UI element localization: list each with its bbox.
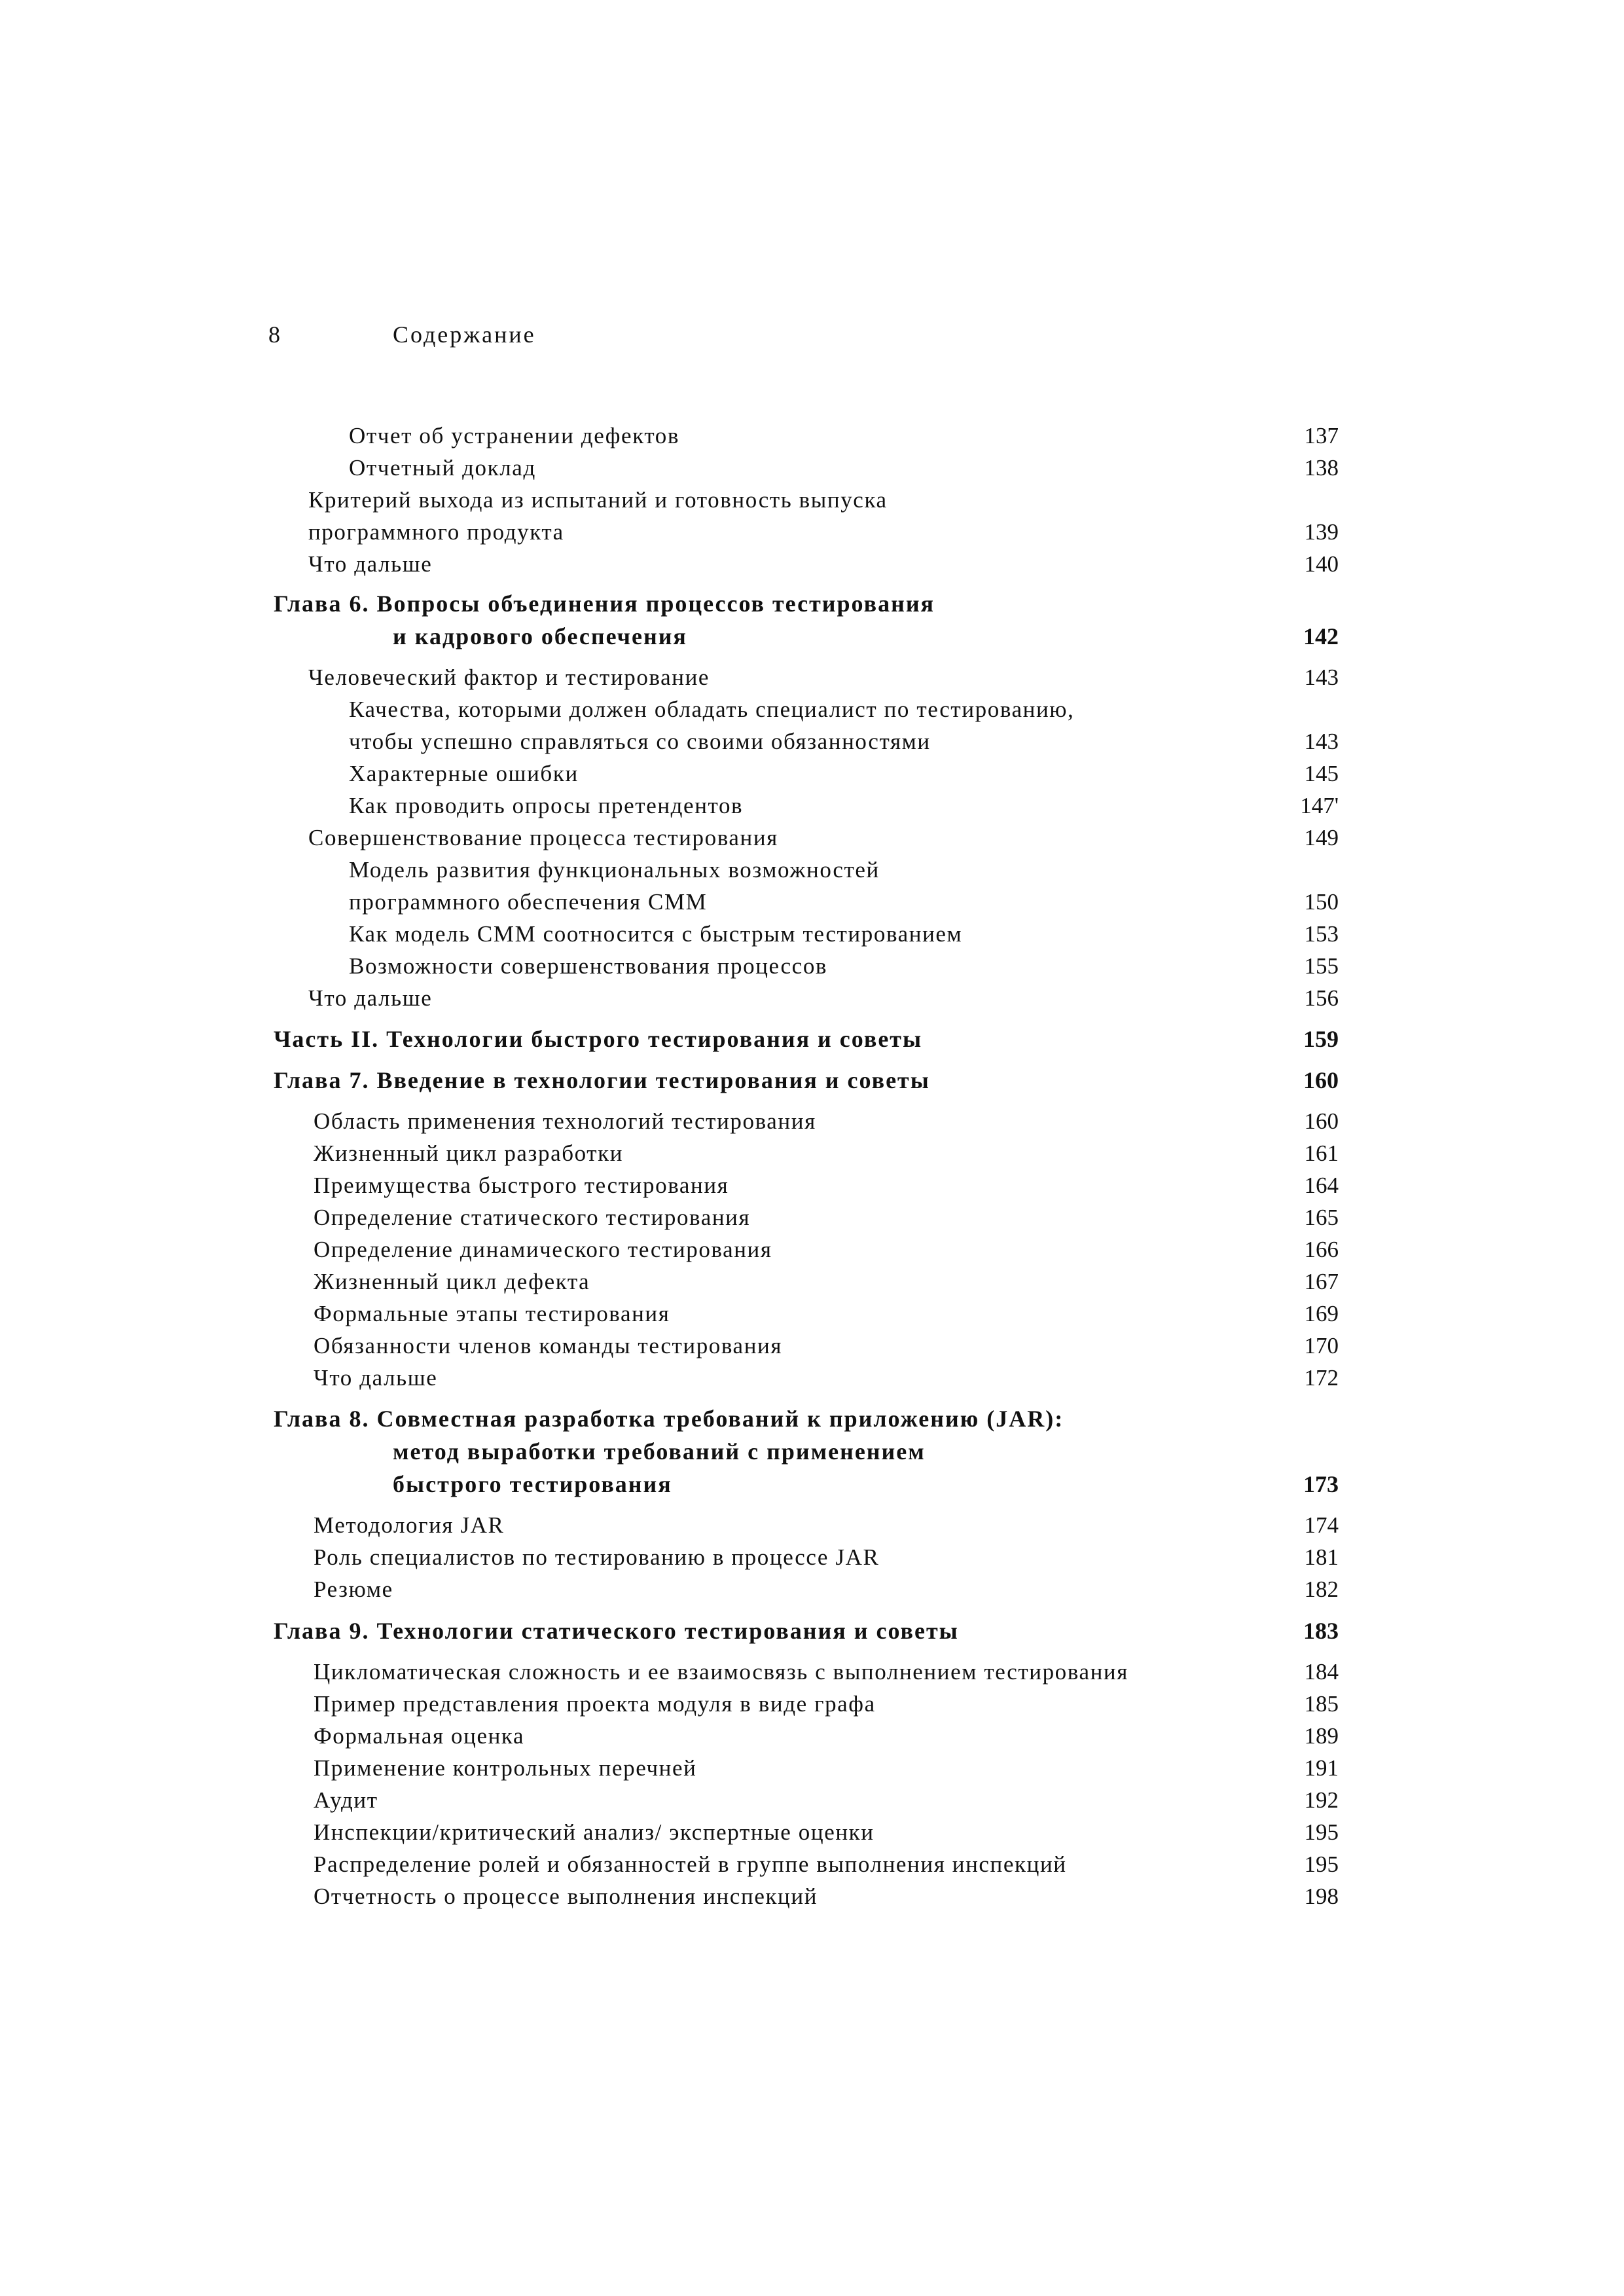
- toc-entry: [0, 1202, 1624, 1233]
- toc-entry-page: 143: [1304, 729, 1339, 754]
- toc-entry-page: 189: [1304, 1723, 1339, 1749]
- toc-entry-title: Возможности совершенствования процессов: [349, 953, 828, 979]
- toc-entry-title: Что дальше: [308, 551, 433, 577]
- toc-entry-title: Глава 7. Введение в технологии тестирования и советы: [274, 1067, 930, 1093]
- toc-entry-title: Человеческий фактор и тестирование: [308, 665, 710, 690]
- toc-entry-title: Как проводить опросы претендентов: [349, 793, 744, 818]
- toc-entry-title: Применение контрольных перечней: [314, 1755, 697, 1781]
- toc-entry-title: Глава 9. Технологии статического тестирования и советы: [274, 1618, 959, 1644]
- toc-entry: [0, 1542, 1624, 1573]
- toc-entry-title: Аудит: [314, 1787, 378, 1813]
- toc-entry-title: Преимущества быстрого тестирования: [314, 1173, 729, 1198]
- toc-entry-page: 143: [1304, 665, 1339, 690]
- toc-chapter-heading: [0, 1403, 1624, 1434]
- toc-entry: [0, 1170, 1624, 1201]
- toc-entry-page: 183: [1303, 1618, 1339, 1644]
- toc-entry: [0, 420, 1624, 452]
- toc-entry-title: Инспекции/критический анализ/ экспертные оценки: [314, 1819, 875, 1845]
- toc-entry-page: 150: [1304, 889, 1339, 915]
- toc-entry-page: 137: [1304, 423, 1339, 448]
- toc-chapter-heading: [0, 1436, 1624, 1467]
- toc-entry-title: Жизненный цикл разработки: [314, 1140, 624, 1166]
- toc-entry-page: 156: [1304, 985, 1339, 1011]
- toc-entry-title: Жизненный цикл дефекта: [314, 1269, 590, 1294]
- toc-entry: [0, 1753, 1624, 1784]
- toc-entry: [0, 758, 1624, 790]
- toc-entry-page: 140: [1304, 551, 1339, 577]
- toc-entry-page: 174: [1304, 1512, 1339, 1538]
- toc-entry-title: метод выработки требований с применением: [393, 1438, 926, 1465]
- toc-entry: [0, 1330, 1624, 1362]
- toc-entry-title: Резюме: [314, 1576, 393, 1602]
- toc-entry-title: Распределение ролей и обязанностей в группе выполнения инспекций: [314, 1851, 1067, 1877]
- toc-entry-page: 181: [1304, 1544, 1339, 1570]
- toc-entry-title: Область применения технологий тестирования: [314, 1108, 816, 1134]
- toc-entry-title: Качества, которыми должен обладать специалист по тестированию,: [349, 697, 1075, 722]
- toc-entry: [0, 1656, 1624, 1688]
- toc-entry-title: программного обеспечения СММ: [349, 889, 708, 915]
- toc-entry-page: 145: [1304, 761, 1339, 786]
- toc-entry-title: Что дальше: [314, 1365, 438, 1391]
- toc-entry-title: Цикломатическая сложность и ее взаимосвязь с выполнением тестирования: [314, 1659, 1128, 1685]
- toc-entry: [0, 1138, 1624, 1169]
- toc-entry-page: 173: [1303, 1471, 1339, 1497]
- toc-entry: [0, 726, 1624, 757]
- toc-entry-page: 185: [1304, 1691, 1339, 1717]
- toc-entry: [0, 951, 1624, 982]
- toc-entry-title: Формальные этапы тестирования: [314, 1301, 670, 1326]
- toc-entry: [0, 1106, 1624, 1137]
- toc-entry-page: 155: [1304, 953, 1339, 979]
- toc-entry-title: Отчетный доклад: [349, 455, 536, 481]
- toc-entry-page: 172: [1304, 1365, 1339, 1391]
- toc-entry: [0, 1362, 1624, 1394]
- toc-entry: [0, 854, 1624, 886]
- toc-entry: [0, 1881, 1624, 1912]
- toc-entry-title: Глава 6. Вопросы объединения процессов тестирования: [274, 591, 935, 617]
- toc-entry-page: 195: [1304, 1819, 1339, 1845]
- toc-entry-page: 164: [1304, 1173, 1339, 1198]
- toc-entry: [0, 1234, 1624, 1266]
- toc-entry: [0, 1785, 1624, 1816]
- toc-entry-page: 153: [1304, 921, 1339, 947]
- toc-entry-title: Совершенствование процесса тестирования: [308, 825, 778, 850]
- toc-entry-title: Формальная оценка: [314, 1723, 525, 1749]
- toc-entry-page: 198: [1304, 1884, 1339, 1909]
- toc-entry-page: 182: [1304, 1576, 1339, 1602]
- toc-entry-page: 161: [1304, 1140, 1339, 1166]
- toc-entry: [0, 790, 1624, 822]
- toc-entry: [0, 484, 1624, 516]
- toc-entry-page: 160: [1304, 1108, 1339, 1134]
- toc-entry: [0, 919, 1624, 950]
- toc-entry: [0, 517, 1624, 548]
- toc-entry-page: 191: [1304, 1755, 1339, 1781]
- toc-entry: [0, 549, 1624, 580]
- toc-entry-title: Глава 8. Совместная разработка требований к приложению (JAR):: [274, 1406, 1064, 1432]
- toc-entry: [0, 822, 1624, 854]
- toc-entry-page: 159: [1303, 1026, 1339, 1052]
- toc-entry-title: Модель развития функциональных возможностей: [349, 857, 880, 883]
- toc-entry-title: Часть II. Технологии быстрого тестирования и советы: [274, 1026, 923, 1052]
- toc-entry-title: и кадрового обеспечения: [393, 623, 687, 649]
- toc-entry: [0, 983, 1624, 1014]
- toc-entry-title: Что дальше: [308, 985, 433, 1011]
- toc-entry-title: программного продукта: [308, 519, 564, 545]
- running-head-title: Содержание: [393, 321, 536, 348]
- toc-entry-page: 170: [1304, 1333, 1339, 1358]
- toc-entry: [0, 1510, 1624, 1541]
- toc-entry-page: 147': [1300, 793, 1339, 818]
- toc-entry: [0, 1574, 1624, 1605]
- toc-entry-page: 142: [1303, 623, 1339, 649]
- toc-chapter-heading: [0, 1615, 1624, 1647]
- toc-entry: [0, 452, 1624, 484]
- toc-entry-title: Как модель СММ соотносится с быстрым тестированием: [349, 921, 963, 947]
- toc-entry-title: Обязанности членов команды тестирования: [314, 1333, 783, 1358]
- toc-entry: [0, 886, 1624, 918]
- toc-entry-title: Определение динамического тестирования: [314, 1237, 772, 1262]
- toc-chapter-heading: [0, 1468, 1624, 1500]
- toc-entry-title: Определение статического тестирования: [314, 1205, 751, 1230]
- toc-entry: [0, 662, 1624, 693]
- toc-chapter-heading: [0, 1065, 1624, 1096]
- page-number: 8: [268, 321, 280, 348]
- toc-entry: [0, 1266, 1624, 1298]
- toc-entry-page: 138: [1304, 455, 1339, 481]
- toc-entry-title: Характерные ошибки: [349, 761, 579, 786]
- toc-entry-page: 165: [1304, 1205, 1339, 1230]
- toc-entry-page: 169: [1304, 1301, 1339, 1326]
- toc-chapter-heading: [0, 588, 1624, 619]
- toc-entry-page: 149: [1304, 825, 1339, 850]
- toc-entry: [0, 1849, 1624, 1880]
- toc-entry-title: Роль специалистов по тестированию в процессе JAR: [314, 1544, 880, 1570]
- toc-entry-page: 184: [1304, 1659, 1339, 1685]
- toc-entry-page: 195: [1304, 1851, 1339, 1877]
- toc-entry-page: 166: [1304, 1237, 1339, 1262]
- toc-entry-title: Отчетность о процессе выполнения инспекций: [314, 1884, 818, 1909]
- toc-entry-page: 167: [1304, 1269, 1339, 1294]
- toc-entry-title: Критерий выхода из испытаний и готовность выпуска: [308, 487, 888, 513]
- toc-part-heading: [0, 1023, 1624, 1055]
- toc-chapter-heading: [0, 621, 1624, 652]
- toc-entry: [0, 1721, 1624, 1752]
- toc-entry: [0, 1817, 1624, 1848]
- toc-entry-page: 192: [1304, 1787, 1339, 1813]
- toc-entry-title: Методология JAR: [314, 1512, 505, 1538]
- toc-entry-title: чтобы успешно справляться со своими обязанностями: [349, 729, 931, 754]
- toc-entry-title: быстрого тестирования: [393, 1471, 672, 1497]
- toc-entry-title: Пример представления проекта модуля в виде графа: [314, 1691, 876, 1717]
- toc-entry: [0, 1688, 1624, 1720]
- toc-entry-title: Отчет об устранении дефектов: [349, 423, 679, 448]
- toc-entry: [0, 1298, 1624, 1330]
- toc-entry: [0, 694, 1624, 725]
- toc-entry-page: 160: [1303, 1067, 1339, 1093]
- toc-entry-page: 139: [1304, 519, 1339, 545]
